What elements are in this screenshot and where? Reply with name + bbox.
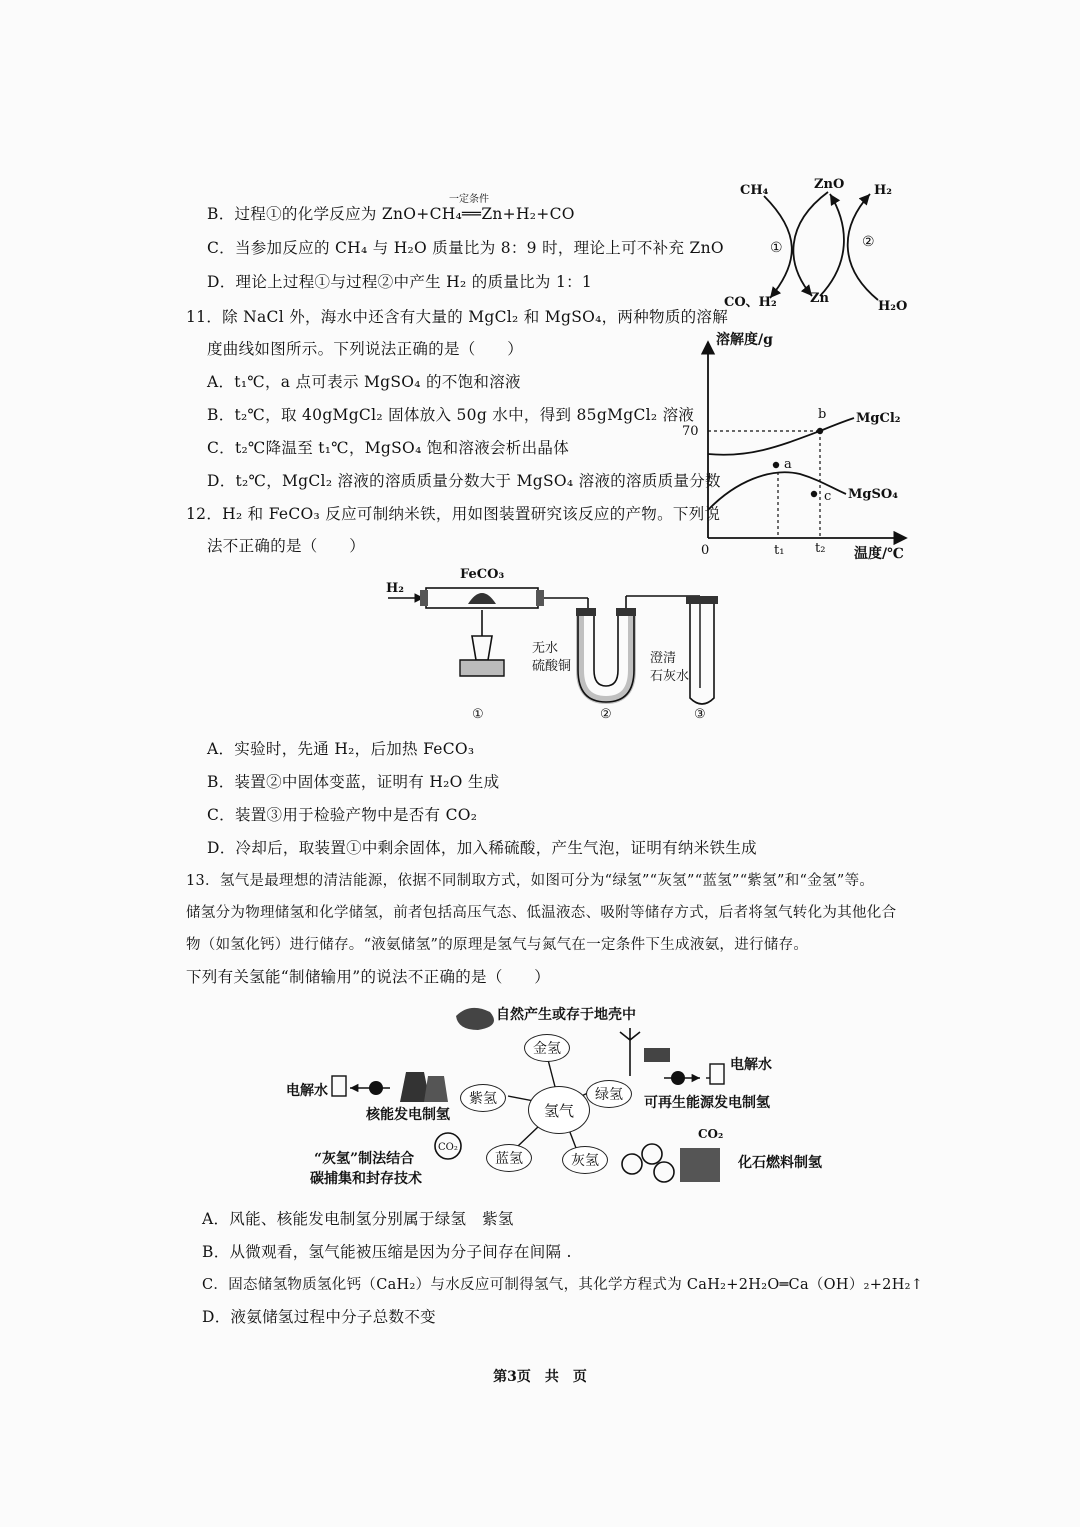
point-a-label: a xyxy=(784,457,792,472)
q12-option-d: D．冷却后，取装置①中剩余固体，加入稀硫酸，产生气泡，证明有纳米铁生成 xyxy=(207,839,757,857)
label-fossil: 化石燃料制氢 xyxy=(738,1155,822,1171)
cycle-h2: H₂ xyxy=(874,183,892,198)
node-purple-hydrogen: 紫氢 xyxy=(460,1084,506,1112)
apparatus-lime-2: 石灰水 xyxy=(650,669,690,684)
q12-stem-line1: 12．H₂ 和 FeCO₃ 反应可制纳米铁，用如图装置研究该反应的产物。下列说 xyxy=(186,505,721,523)
point-b xyxy=(817,428,823,434)
apparatus-h2: H₂ xyxy=(386,581,404,596)
label-natural: 自然产生或存于地壳中 xyxy=(496,1007,636,1023)
apparatus-n3: ③ xyxy=(694,707,706,722)
q10-option-c: C．当参加反应的 CH₄ 与 H₂O 质量比为 8：9 时，理论上可不补充 ZnO xyxy=(207,239,724,257)
q11-stem-line2: 度曲线如图所示。下列说法正确的是（ ） xyxy=(207,340,524,358)
node-gold-hydrogen: 金氢 xyxy=(524,1034,570,1062)
page-footer: 第3页 共 页 xyxy=(493,1369,587,1385)
label-electrolysis-left: 电解水 xyxy=(286,1083,328,1099)
q12-option-b: B．装置②中固体变蓝，证明有 H₂O 生成 xyxy=(207,773,500,791)
graph-ylabel: 溶解度/g xyxy=(716,332,773,348)
q10-reaction-condition: 一定条件 xyxy=(449,194,489,205)
solubility-curve-graph xyxy=(670,322,930,567)
q11-option-a: A．t₁℃，a 点可表示 MgSO₄ 的不饱和溶液 xyxy=(207,373,521,391)
zno-cycle-diagram xyxy=(720,172,920,320)
t2-label: t₂ xyxy=(815,541,826,556)
q13-option-d: D．液氨储氢过程中分子总数不变 xyxy=(202,1308,436,1326)
graph-xlabel: 温度/℃ xyxy=(854,546,904,562)
apparatus-cuso4-1: 无水 xyxy=(532,641,559,656)
point-c xyxy=(811,491,817,497)
q13-stem-line3: 物（如氢化钙）进行储存。“液氨储氢”的原理是氢气与氮气在一定条件下生成液氨，进行储存。 xyxy=(186,937,809,953)
q13-stem-line2: 储氢分为物理储氢和化学储氢，前者包括高压气态、低温液态、吸附等储存方式，后者将氢气转化为其他化合 xyxy=(186,905,897,921)
mgcl2-curve xyxy=(708,418,854,455)
mgso4-label: MgSO₄ xyxy=(848,487,898,502)
q13-option-a: A．风能、核能发电制氢分别属于绿氢 紫氢 xyxy=(202,1210,514,1228)
apparatus-n1: ① xyxy=(472,707,484,722)
q12-option-a: A．实验时，先通 H₂，后加热 FeCO₃ xyxy=(207,740,475,758)
q11-option-c: C．t₂℃降温至 t₁℃，MgSO₄ 饱和溶液会析出晶体 xyxy=(207,439,570,457)
cycle-h2o: H₂O xyxy=(878,299,908,314)
hydrogen-color-diagram xyxy=(280,996,840,1196)
label-gray-ccs-1: “灰氢”制法结合 xyxy=(314,1151,415,1167)
point-c-label: c xyxy=(824,489,832,504)
graph-origin: 0 xyxy=(701,543,710,558)
cycle-zno: ZnO xyxy=(814,177,845,192)
t1-label: t₁ xyxy=(774,543,785,558)
label-renewable: 可再生能源发电制氢 xyxy=(644,1095,770,1111)
q11-option-b: B．t₂℃，取 40gMgCl₂ 固体放入 50g 水中，得到 85gMgCl₂ 溶液 xyxy=(207,406,695,424)
apparatus-figure xyxy=(380,560,740,725)
q13-stem-line1: 13．氢气是最理想的清洁能源，依据不同制取方式，如图可分为“绿氢”“灰氢”“蓝氢”“紫氢”和“金氢”等。 xyxy=(186,873,875,889)
q13-option-b: B．从微观看，氢气能被压缩是因为分子间存在间隔 . xyxy=(202,1243,572,1261)
q12-option-c: C．装置③用于检验产物中是否有 CO₂ xyxy=(207,806,478,824)
cycle-process-1: ① xyxy=(770,240,783,256)
node-green-hydrogen: 绿氢 xyxy=(586,1080,632,1108)
q10-option-d: D．理论上过程①与过程②中产生 H₂ 的质量比为 1：1 xyxy=(207,273,593,291)
node-hydrogen: 氢气 xyxy=(528,1086,590,1134)
label-nuclear: 核能发电制氢 xyxy=(366,1107,450,1123)
cycle-process-2: ② xyxy=(862,234,875,250)
fossil-co2-label: CO₂ xyxy=(698,1127,724,1141)
label-electrolysis-right: 电解水 xyxy=(730,1057,772,1073)
q10-option-b: B．过程①的化学反应为 ZnO+CH₄══Zn+H₂+CO xyxy=(207,205,575,223)
q11-stem-line1: 11．除 NaCl 外，海水中还含有大量的 MgCl₂ 和 MgSO₄，两种物质的溶解 xyxy=(186,308,729,326)
point-b-label: b xyxy=(818,407,827,422)
point-a xyxy=(773,462,779,468)
node-gray-hydrogen: 灰氢 xyxy=(562,1146,608,1174)
graph-y70: 70 xyxy=(682,424,699,439)
cycle-co-h2: CO、H₂ xyxy=(724,295,777,310)
ccs-co2-label: CO₂ xyxy=(438,1142,458,1153)
apparatus-cuso4-2: 硫酸铜 xyxy=(532,659,572,674)
label-gray-ccs-2: 碳捕集和封存技术 xyxy=(310,1171,422,1187)
apparatus-feco3: FeCO₃ xyxy=(460,567,505,582)
q12-stem-line2: 法不正确的是（ ） xyxy=(207,537,366,555)
q13-stem-line4: 下列有关氢能“制储输用”的说法不正确的是（ ） xyxy=(186,968,551,986)
mgcl2-label: MgCl₂ xyxy=(856,411,901,426)
node-blue-hydrogen: 蓝氢 xyxy=(486,1144,532,1172)
q11-option-d: D．t₂℃，MgCl₂ 溶液的溶质质量分数大于 MgSO₄ 溶液的溶质质量分数 xyxy=(207,472,721,490)
cycle-ch4: CH₄ xyxy=(740,183,769,198)
cycle-zn: Zn xyxy=(810,291,829,306)
apparatus-lime-1: 澄清 xyxy=(650,651,677,666)
apparatus-n2: ② xyxy=(600,707,612,722)
q13-option-c: C．固态储氢物质氢化钙（CaH₂）与水反应可制得氢气，其化学方程式为 CaH₂+2H₂O═Ca（OH）₂+2H₂↑ xyxy=(202,1277,924,1293)
